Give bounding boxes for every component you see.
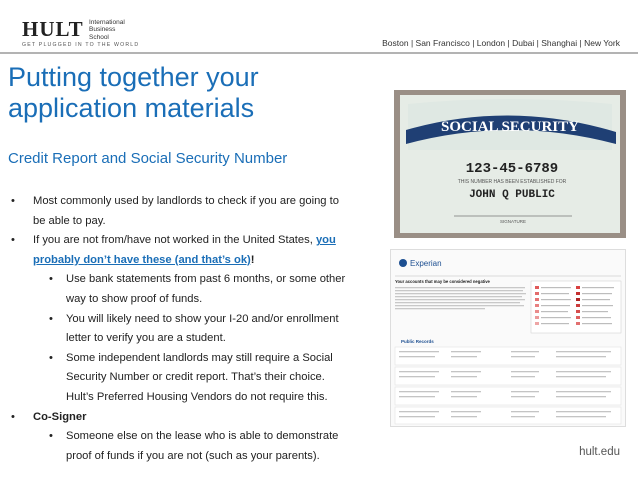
bullet-marker: • — [49, 273, 53, 286]
social-security-card-image — [394, 90, 626, 238]
bullet-text: proof of funds if you are not (such as your parents). — [66, 449, 320, 462]
footer-website: hult.edu — [579, 446, 620, 458]
hult-logo — [22, 18, 142, 48]
sub-bullet-i20 — [8, 310, 378, 349]
bullet-marker: • — [49, 312, 53, 325]
bullet-text: Someone else on the lease who is able to demonstrate — [66, 430, 339, 443]
bullet-text-part: ! — [250, 253, 255, 266]
bullet-text: Some independent landlords may still require a Social — [66, 351, 333, 364]
logo-tagline: GET PLUGGED IN TO THE WORLD — [22, 42, 140, 48]
bullet-text: Use bank statements from past 6 months, or some other — [66, 273, 346, 286]
card-signature-label: SIGNATURE — [500, 219, 526, 224]
bullet-emphasis: you — [315, 234, 336, 247]
logo-wordmark: HULT — [22, 17, 84, 41]
card-heading: SOCIAL SECURITY — [441, 119, 579, 135]
bullet-text: Security Number or credit report. That’s their choice. — [66, 371, 325, 384]
logo-subtext-2: Business — [89, 26, 116, 34]
bullet-text: way to show proof of funds. — [66, 292, 203, 305]
bullet-text: Most commonly used by landlords to check if you are going to — [33, 195, 339, 207]
sub-bullet-bank-statements — [8, 270, 378, 309]
bullet-emphasis: probably don’t have these (and that’s ok) — [33, 253, 251, 266]
header-divider — [0, 52, 638, 54]
bullet-marker: • — [11, 234, 15, 247]
public-records-heading: Public Records — [401, 339, 434, 344]
credit-report-graphic — [391, 250, 625, 426]
bullet-text: You will likely need to show your I-20 and/or enrollment — [66, 312, 339, 325]
experian-logo-icon — [399, 259, 407, 267]
bullet-not-from-us — [8, 231, 378, 270]
bullet-marker: • — [49, 430, 53, 443]
slide-title — [8, 62, 388, 124]
card-name: JOHN Q PUBLIC — [469, 189, 555, 201]
bullet-co-signer — [8, 408, 378, 428]
bullet-list — [8, 192, 378, 466]
slide-subtitle: Credit Report and Social Security Number — [8, 150, 288, 167]
bullet-landlords — [8, 192, 378, 231]
bullet-marker: • — [49, 351, 53, 364]
report-section-title: Your accounts that may be considered negative — [395, 279, 490, 284]
logo-subtext-3: School — [89, 33, 109, 41]
sub-bullet-co-signer-detail — [8, 427, 378, 466]
card-number: 123-45-6789 — [465, 161, 559, 177]
slide-title-line-1: Putting together your — [8, 62, 259, 92]
slide-title-line-2: application materials — [8, 93, 255, 123]
bullet-marker: • — [11, 410, 15, 423]
logo-school-name — [89, 19, 125, 41]
bullet-text: Hult’s Preferred Housing Vendors do not require this. — [66, 390, 328, 403]
bullet-text: letter to verify you are a student. — [66, 332, 226, 345]
credit-report-image — [390, 249, 626, 427]
experian-wordmark: Experian — [410, 259, 442, 268]
bullet-marker: • — [11, 195, 15, 207]
logo-subtext-1: International — [89, 19, 125, 26]
bullet-text-part: If you are not from/have not worked in the United States, — [33, 234, 316, 247]
bullet-text: be able to pay. — [33, 214, 106, 227]
bullet-text: Co-Signer — [33, 410, 87, 423]
sub-bullet-independent-landlords — [8, 349, 378, 408]
bullet-text — [33, 251, 378, 271]
card-caption: THIS NUMBER HAS BEEN ESTABLISHED FOR — [457, 179, 567, 185]
campus-cities: Boston | San Francisco | London | Dubai | Shanghai | New York — [382, 38, 620, 48]
bullet-text — [33, 231, 378, 251]
